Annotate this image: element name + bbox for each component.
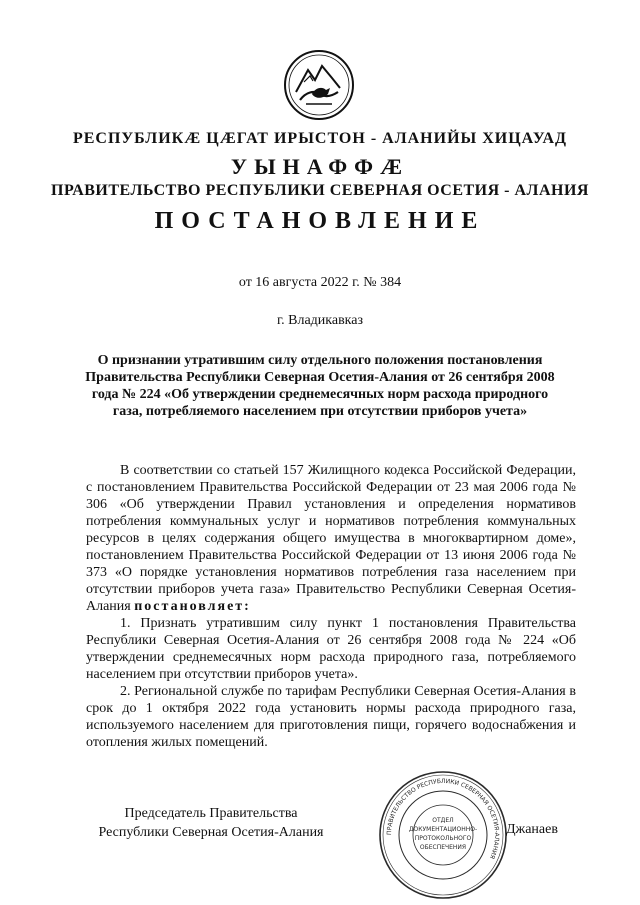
body-item-2: 2. Региональной службе по тарифам Республики Северная Осетия-Алания в срок до 1 октября 2022 года установить нормы расхода природного газа, используемого населением для приготовления пищи, горячего водоснабжения и отопления жилых помещений. [86, 684, 576, 750]
header-resolution: ПОСТАНОВЛЕНИЕ [154, 208, 486, 234]
seal-center-line3: ПРОТОКОЛЬНОГО [414, 835, 472, 842]
signatory-position-line1: Председатель Правительства [124, 806, 298, 821]
body-preamble [86, 462, 576, 615]
document-title: О признании утратившим силу отдельного положения постановления Правительства Республики Северная Осетия-Алания от 26 сентября 2008 года № 224 «Об утверждении среднемесячных норм расхода природного газа, потребляемого населением при отсутствии приборов учета» [85, 353, 555, 419]
header-government-name: ПРАВИТЕЛЬСТВО РЕСПУБЛИКИ СЕВЕРНАЯ ОСЕТИЯ - АЛАНИЯ [51, 182, 589, 199]
document-body [86, 462, 576, 751]
document-city: г. Владикавказ [276, 313, 364, 328]
header-ossetian-resolution: УЫНАФФӔ [230, 154, 410, 179]
signatory-position-line2: Республики Северная Осетия-Алания [98, 825, 324, 840]
signatory-position [86, 804, 336, 842]
resolves-word: постановляет: [134, 599, 251, 614]
official-seal-stamp [376, 768, 510, 902]
coat-of-arms-emblem [282, 48, 356, 122]
seal-center-line4: ОБЕСПЕЧЕНИЯ [419, 844, 467, 851]
signatory-name: Джанаев [506, 822, 558, 837]
preamble-text: В соответствии со статьей 157 Жилищного кодекса Российской Федерации, с постановлением Правительства Российской Федерации от 23 мая 2006 года № 306 «Об утверждении Правил установления и определения нормативов потребления коммунальных услуг и нормативов потребления коммунальных ресурсов в целях содержания общего имущества в многоквартирном доме», постановлением Правительства Российской Федерации от 13 июня 2006 года № 373 «О порядке установления нормативов потребления газа населением при отсутствии приборов учета газа» Правительство Республики Северная Осетия-Алания [86, 463, 576, 614]
header-ossetian-government: РЕСПУБЛИКӔ ЦӔГАТ ИРЫСТОН - АЛАНИЙЫ ХИЦАУАД [72, 130, 568, 147]
seal-ring-text: ПРАВИТЕЛЬСТВО РЕСПУБЛИКИ СЕВЕРНАЯ ОСЕТИЯ-АЛАНИЯ [385, 777, 501, 860]
document-date-number: от 16 августа 2022 г. № 384 [238, 275, 402, 290]
seal-center-line1: ОТДЕЛ [432, 817, 454, 824]
body-item-1: 1. Признать утратившим силу пункт 1 постановления Правительства Республики Северная Осетия-Алания от 26 сентября 2008 года № 224 «Об утверждении среднемесячных норм расхода природного газа, потребляемого населением при отсутствии приборов учета». [86, 616, 576, 682]
seal-center-line2: ДОКУМЕНТАЦИОННО- [408, 826, 478, 833]
